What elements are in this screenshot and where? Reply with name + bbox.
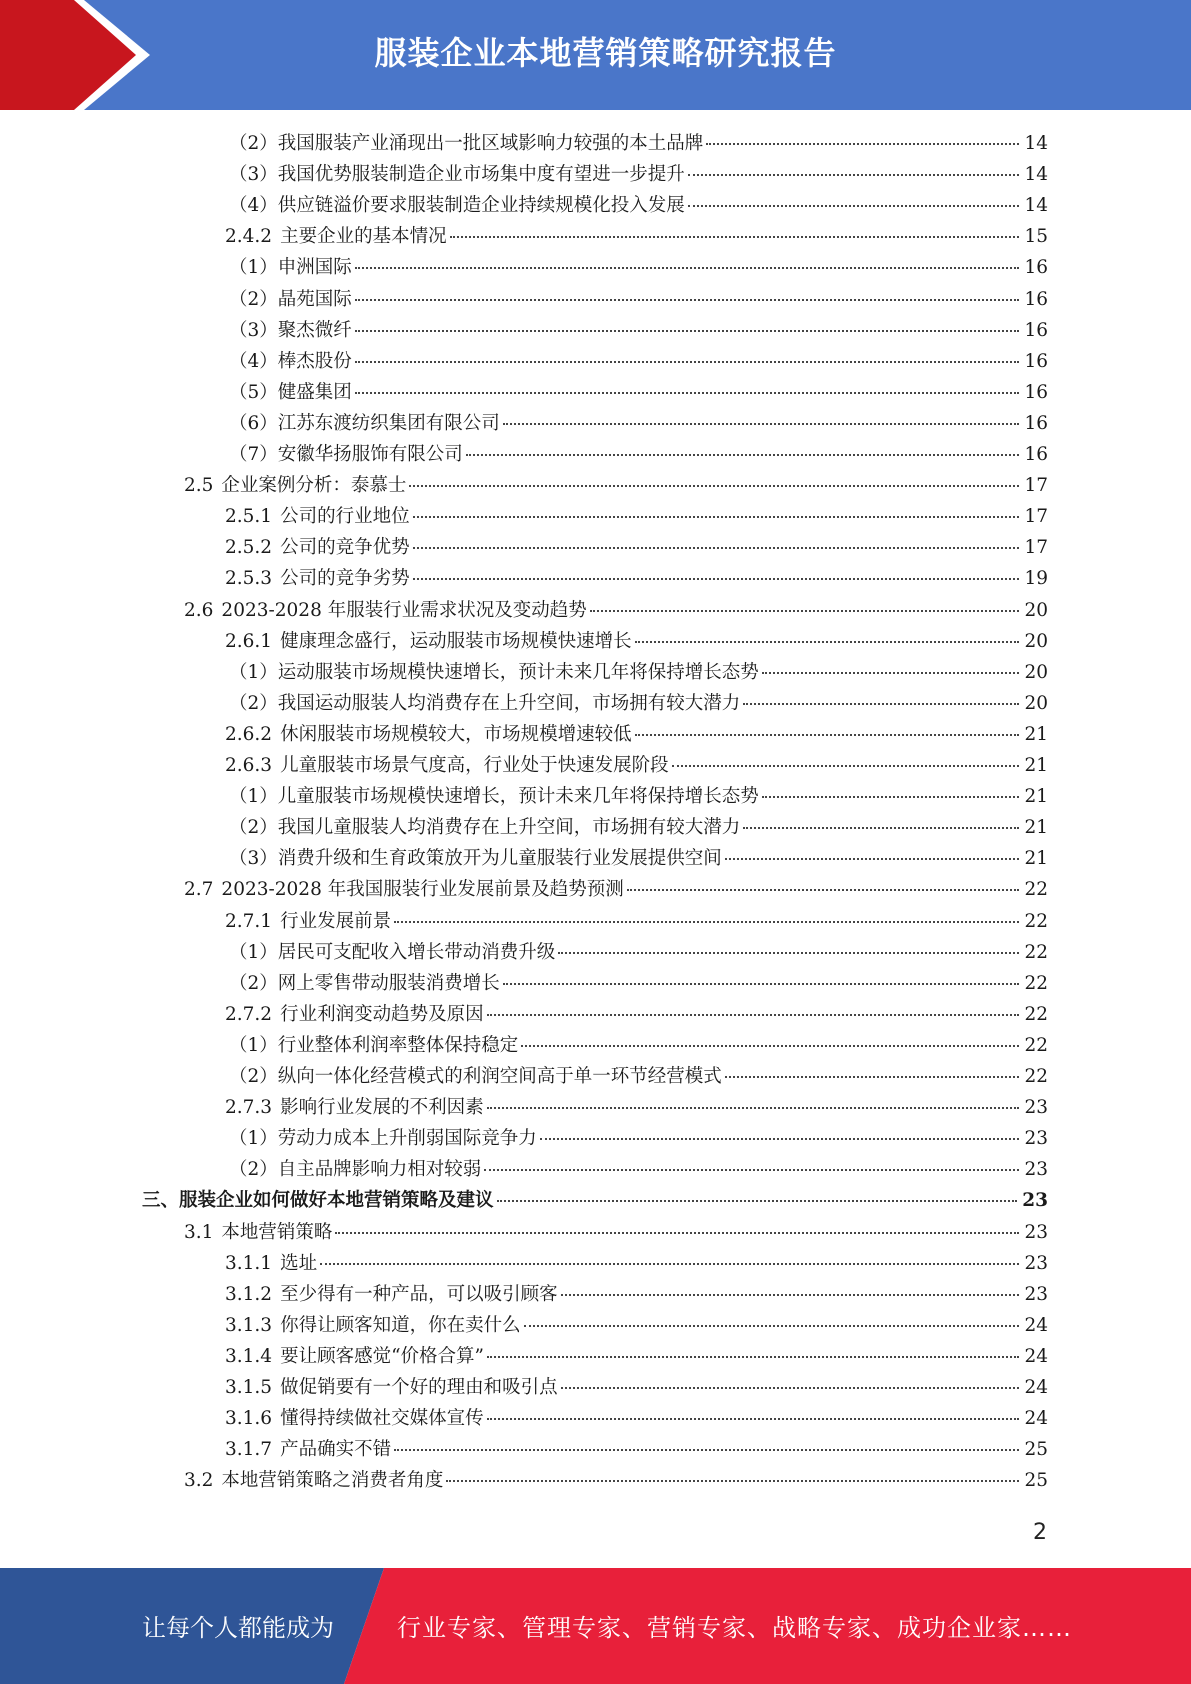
toc-entry[interactable]: [229, 1030, 1048, 1061]
toc-dot-leader: [487, 1418, 1020, 1420]
toc-entry-title: 安徽华扬服饰有限公司: [277, 444, 463, 465]
toc-entry-title: 休闲服装市场规模较大，市场规模增速较低: [280, 723, 632, 745]
toc-entry-number: （1）: [229, 1034, 278, 1056]
footer-slogan-left: 让每个人都能成为: [142, 1614, 334, 1642]
toc-entry-page: 23: [1024, 1159, 1048, 1181]
toc-entry-title: 我国优势服装制造企业市场集中度有望进一步提升: [277, 164, 685, 186]
toc-entry-page: 21: [1024, 786, 1048, 808]
toc-entry-title: 健康理念盛行，运动服装市场规模快速增长: [280, 630, 632, 652]
toc-entry[interactable]: [229, 284, 1048, 315]
toc-entry[interactable]: [184, 1465, 1048, 1496]
toc-entry-page: 23: [1024, 1221, 1048, 1243]
toc-entry-page: 25: [1024, 1439, 1048, 1461]
toc-entry-number: 2.6.3: [225, 755, 273, 776]
toc-entry-title: 儿童服装市场规模快速增长，预计未来几年将保持增长态势: [277, 786, 759, 808]
toc-entry[interactable]: [184, 874, 1048, 905]
toc-entry-number: （3）: [229, 848, 278, 870]
toc-entry[interactable]: [225, 1248, 1048, 1279]
toc-entry[interactable]: [184, 470, 1048, 501]
toc-entry-number: （4）: [229, 195, 278, 217]
toc-dot-leader: [409, 485, 1019, 487]
toc-dot-leader: [355, 330, 1020, 332]
toc-entry[interactable]: [225, 1372, 1048, 1403]
toc-entry-title: 要让顾客感觉“价格合算”: [280, 1345, 484, 1367]
toc-entry-title: 江苏东渡纺织集团有限公司: [277, 412, 500, 434]
toc-entry[interactable]: [229, 1123, 1048, 1154]
toc-dot-leader: [413, 547, 1020, 549]
toc-entry-number: （2）: [229, 692, 278, 714]
toc-entry[interactable]: [229, 346, 1048, 377]
toc-entry-title: 行业整体利润率整体保持稳定: [277, 1034, 519, 1056]
toc-entry-number: （5）: [229, 381, 278, 403]
toc-entry-title: 劳动力成本上升削弱国际竞争力: [277, 1128, 537, 1150]
toc-entry-page: 16: [1024, 412, 1048, 434]
toc-entry-number: （1）: [229, 1128, 278, 1150]
toc-entry-page: 22: [1024, 941, 1048, 963]
toc-entry-title: 我国服装产业涌现出一批区域影响力较强的本土品牌: [277, 133, 704, 154]
toc-entry[interactable]: [229, 1154, 1048, 1185]
toc-entry-number: 2.5.1: [225, 506, 273, 528]
toc-entry[interactable]: [225, 532, 1048, 563]
toc-entry-number: 3.1.3: [225, 1314, 273, 1336]
toc-entry[interactable]: [229, 190, 1048, 221]
toc-entry-number: 3.1.2: [225, 1283, 273, 1305]
toc-entry-page: 16: [1024, 257, 1048, 279]
toc-dot-leader: [627, 889, 1020, 891]
toc-entry-title: 居民可支配收入增长带动消费升级: [277, 941, 556, 963]
toc-entry[interactable]: [225, 563, 1048, 594]
toc-dot-leader: [725, 858, 1020, 860]
toc-dot-leader: [484, 1169, 1019, 1171]
toc-entry-page: 22: [1024, 1034, 1048, 1056]
toc-entry[interactable]: [229, 781, 1048, 812]
toc-entry-page: 23: [1024, 1097, 1048, 1119]
toc-entry-title: 自主品牌影响力相对较弱: [277, 1159, 482, 1181]
toc-entry-page: 23: [1024, 1252, 1048, 1274]
toc-entry[interactable]: [225, 1434, 1048, 1465]
toc-dot-leader: [590, 610, 1020, 612]
toc-dot-leader: [688, 174, 1020, 176]
toc-entry[interactable]: [225, 626, 1048, 657]
toc-entry[interactable]: [229, 128, 1048, 159]
toc-dot-leader: [762, 672, 1020, 674]
toc-entry-page: 22: [1024, 879, 1048, 901]
toc-entry[interactable]: [229, 377, 1048, 408]
toc-entry-page: 24: [1024, 1314, 1048, 1336]
toc-dot-leader: [394, 1449, 1019, 1451]
toc-entry-title: 公司的竞争优势: [280, 537, 410, 559]
toc-entry[interactable]: [229, 812, 1048, 843]
toc-entry-title: 消费升级和生育政策放开为儿童服装行业发展提供空间: [277, 848, 722, 870]
toc-entry-page: 23: [1024, 1128, 1048, 1150]
toc-dot-leader: [672, 765, 1020, 767]
toc-entry-title: 做促销要有一个好的理由和吸引点: [280, 1377, 558, 1398]
toc-entry-page: 16: [1024, 288, 1048, 310]
toc-entry-title: 供应链溢价要求服装制造企业持续规模化投入发展: [277, 195, 685, 217]
toc-entry-number: 2.6: [184, 599, 214, 621]
toc-entry-page: 16: [1024, 319, 1048, 341]
toc-dot-leader: [497, 1200, 1018, 1202]
toc-entry-page: 21: [1024, 817, 1048, 839]
toc-entry-page: 24: [1024, 1345, 1048, 1367]
toc-entry-page: 20: [1024, 661, 1048, 683]
toc-entry-page: 21: [1024, 755, 1048, 776]
toc-entry-title: 运动服装市场规模快速增长，预计未来几年将保持增长态势: [277, 661, 759, 683]
toc-entry[interactable]: [225, 1310, 1048, 1341]
toc-entry[interactable]: [229, 315, 1048, 346]
toc-entry[interactable]: [229, 159, 1048, 190]
toc-dot-leader: [706, 143, 1019, 145]
toc-entry-number: （4）: [229, 350, 278, 372]
toc-entry-number: 2.6.2: [225, 723, 273, 745]
toc-entry[interactable]: [229, 252, 1048, 283]
toc-entry-page: 24: [1024, 1377, 1048, 1398]
toc-entry-page: 17: [1024, 506, 1048, 528]
toc-dot-leader: [487, 1356, 1019, 1358]
toc-dot-leader: [335, 1232, 1019, 1234]
toc-entry-page: 21: [1024, 723, 1048, 745]
toc-entry[interactable]: [225, 501, 1048, 532]
page-footer: [0, 1568, 1191, 1684]
toc-entry-number: （7）: [229, 444, 278, 465]
toc-entry[interactable]: [184, 1217, 1048, 1248]
toc-dot-leader: [503, 983, 1020, 985]
toc-dot-leader: [743, 827, 1019, 829]
toc-dot-leader: [320, 1263, 1019, 1265]
toc-entry-page: 21: [1024, 848, 1048, 870]
page-number: 2: [1033, 1520, 1047, 1545]
toc-dot-leader: [524, 1325, 1020, 1327]
toc-entry[interactable]: [229, 408, 1048, 439]
toc-entry-page: 22: [1024, 1003, 1048, 1025]
toc-entry-page: 23: [1024, 1283, 1048, 1305]
toc-entry-title: 聚杰微纤: [277, 319, 352, 341]
toc-entry-page: 20: [1024, 630, 1048, 652]
toc-entry-title: 主要企业的基本情况: [280, 226, 447, 248]
toc-entry-number: 2.7.2: [225, 1003, 273, 1025]
toc-dot-leader: [450, 236, 1020, 238]
toc-dot-leader: [688, 205, 1020, 207]
toc-entry-title: 公司的竞争劣势: [280, 568, 410, 590]
toc-entry-page: 14: [1024, 195, 1048, 217]
toc-entry-number: （2）: [229, 133, 278, 154]
footer-slogan-right: 行业专家、管理专家、营销专家、战略专家、成功企业家……: [397, 1614, 1072, 1642]
toc-entry-title: 懂得持续做社交媒体宣传: [280, 1408, 484, 1430]
toc-entry[interactable]: [225, 1341, 1048, 1372]
toc-entry[interactable]: [142, 1185, 1048, 1216]
toc-entry-number: （6）: [229, 412, 278, 434]
toc-entry[interactable]: [225, 1403, 1048, 1434]
toc-entry-page: 17: [1024, 537, 1048, 559]
toc-entry-number: （2）: [229, 1066, 278, 1087]
toc-entry-title: 棒杰股份: [277, 350, 352, 372]
toc-entry-title: 影响行业发展的不利因素: [280, 1097, 484, 1119]
toc-entry-number: （3）: [229, 164, 278, 186]
toc-dot-leader: [521, 1045, 1019, 1047]
toc-entry-title: 申洲国际: [277, 257, 352, 279]
toc-dot-leader: [466, 454, 1020, 456]
toc-entry-number: 三、: [142, 1190, 180, 1212]
toc-entry-title: 纵向一体化经营模式的利润空间高于单一环节经营模式: [277, 1066, 722, 1087]
toc-entry-page: 22: [1024, 972, 1048, 994]
toc-entry-number: 2.7.3: [225, 1097, 273, 1119]
toc-entry-title: 晶苑国际: [277, 288, 352, 310]
toc-dot-leader: [413, 578, 1020, 580]
toc-entry-page: 20: [1024, 599, 1048, 621]
toc-entry-page: 15: [1024, 226, 1048, 248]
toc-entry-number: 3.1: [184, 1221, 214, 1243]
report-title: 服装企业本地营销策略研究报告: [374, 34, 837, 72]
toc-entry[interactable]: [225, 1279, 1048, 1310]
toc-entry-number: （1）: [229, 941, 278, 963]
toc-dot-leader: [635, 734, 1020, 736]
toc-entry-title: 2023-2028 年我国服装行业发展前景及趋势预测: [221, 879, 624, 901]
toc-entry[interactable]: [225, 1092, 1048, 1123]
toc-entry-number: 3.1.6: [225, 1408, 273, 1430]
toc-entry-title: 我国运动服装人均消费存在上升空间，市场拥有较大潜力: [277, 692, 741, 714]
toc-entry-page: 22: [1024, 910, 1048, 932]
toc-entry-number: （3）: [229, 319, 278, 341]
toc-entry-page: 17: [1024, 475, 1048, 497]
toc-entry-number: 2.6.1: [225, 630, 273, 652]
toc-entry[interactable]: [229, 843, 1048, 874]
toc-entry-title: 我国儿童服装人均消费存在上升空间，市场拥有较大潜力: [277, 817, 741, 839]
toc-entry-title: 行业发展前景: [280, 910, 392, 932]
toc-entry-number: 2.7: [184, 879, 214, 901]
toc-entry-number: 3.1.1: [225, 1252, 273, 1274]
toc-entry-number: （1）: [229, 661, 278, 683]
toc-entry-page: 16: [1024, 381, 1048, 403]
toc-entry-title: 企业案例分析：泰慕士: [221, 475, 407, 497]
toc-dot-leader: [725, 1076, 1020, 1078]
toc-dot-leader: [635, 641, 1020, 643]
toc-entry[interactable]: [225, 999, 1048, 1030]
toc-entry[interactable]: [225, 719, 1048, 750]
toc-entry-title: 你得让顾客知道，你在卖什么: [280, 1314, 521, 1336]
toc-dot-leader: [355, 267, 1020, 269]
toc-entry-page: 16: [1024, 350, 1048, 372]
toc-entry-number: 3.2: [184, 1470, 214, 1492]
toc-entry-number: （2）: [229, 817, 278, 839]
toc-entry-number: 2.5: [184, 475, 214, 497]
toc-entry[interactable]: [229, 1061, 1048, 1092]
toc-entry-title: 网上零售带动服装消费增长: [277, 972, 500, 994]
toc-entry-title: 儿童服装市场景气度高，行业处于快速发展阶段: [280, 755, 669, 776]
toc-dot-leader: [487, 1014, 1020, 1016]
toc-entry[interactable]: [229, 968, 1048, 999]
toc-entry[interactable]: [229, 657, 1048, 688]
toc-entry-page: 20: [1024, 692, 1048, 714]
toc-dot-leader: [355, 299, 1020, 301]
toc-entry-page: 14: [1024, 164, 1048, 186]
toc-entry-number: （1）: [229, 786, 278, 808]
toc-dot-leader: [558, 952, 1019, 954]
toc-dot-leader: [413, 516, 1020, 518]
toc-entry-page: 16: [1024, 444, 1048, 465]
toc-dot-leader: [540, 1138, 1020, 1140]
toc-entry[interactable]: [225, 221, 1048, 252]
toc-entry-number: 2.4.2: [225, 226, 273, 248]
toc-dot-leader: [561, 1387, 1020, 1389]
toc-entry-page: 23: [1022, 1190, 1048, 1212]
toc-entry-title: 行业利润变动趋势及原因: [280, 1003, 484, 1025]
toc-entry-page: 25: [1024, 1470, 1048, 1492]
toc-entry-title: 2023-2028 年服装行业需求状况及变动趋势: [221, 599, 587, 621]
toc-entry-number: （1）: [229, 257, 278, 279]
toc-entry-number: 3.1.4: [225, 1345, 273, 1367]
toc-dot-leader: [487, 1107, 1020, 1109]
toc-entry-title: 至少得有一种产品，可以吸引顾客: [280, 1283, 558, 1305]
toc-dot-leader: [394, 921, 1019, 923]
toc-entry-number: 3.1.7: [225, 1439, 273, 1461]
toc-entry-number: 2.7.1: [225, 910, 273, 932]
toc-entry-number: （2）: [229, 1159, 278, 1181]
toc-entry-page: 14: [1024, 133, 1048, 154]
toc-entry-title: 本地营销策略: [221, 1221, 333, 1243]
toc-dot-leader: [561, 1294, 1020, 1296]
toc-entry-number: （2）: [229, 288, 278, 310]
toc-entry[interactable]: [229, 439, 1048, 470]
toc-entry-number: 3.1.5: [225, 1377, 273, 1398]
toc-dot-leader: [355, 361, 1020, 363]
toc-dot-leader: [355, 392, 1020, 394]
toc-dot-leader: [762, 796, 1020, 798]
toc-entry[interactable]: [229, 688, 1048, 719]
toc-dot-leader: [446, 1480, 1019, 1482]
toc-entry-page: 19: [1024, 568, 1048, 590]
toc-entry-number: 2.5.2: [225, 537, 273, 559]
toc-entry-title: 健盛集团: [277, 381, 352, 403]
toc-entry-title: 本地营销策略之消费者角度: [221, 1470, 444, 1492]
toc-entry-title: 公司的行业地位: [280, 506, 410, 528]
toc-entry-page: 24: [1024, 1408, 1048, 1430]
toc-dot-leader: [503, 423, 1020, 425]
toc-entry[interactable]: [184, 595, 1048, 626]
toc-entry-page: 22: [1024, 1066, 1048, 1087]
toc-entry-title: 选址: [280, 1252, 318, 1274]
toc-entry-title: 产品确实不错: [280, 1439, 392, 1461]
toc-entry[interactable]: [229, 937, 1048, 968]
toc-entry-title: 服装企业如何做好本地营销策略及建议: [179, 1190, 494, 1212]
toc-entry-number: 2.5.3: [225, 568, 273, 590]
toc-dot-leader: [743, 703, 1019, 705]
toc-entry-number: （2）: [229, 972, 278, 994]
toc-entry[interactable]: [225, 906, 1048, 937]
page-header: [0, 0, 1191, 110]
toc-entry[interactable]: [225, 750, 1048, 781]
